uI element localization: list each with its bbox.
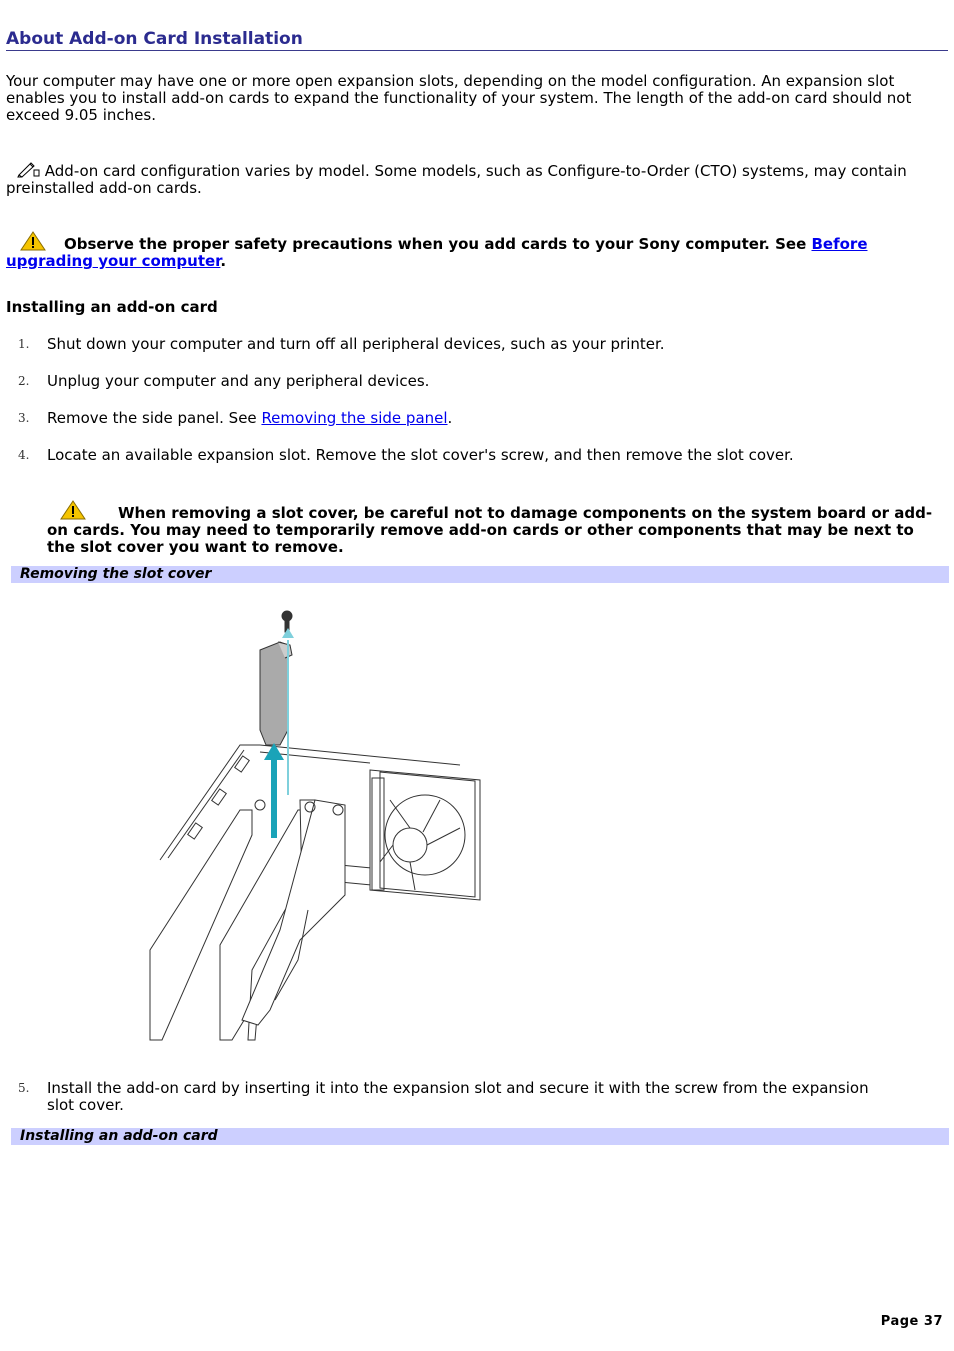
note-pencil-icon bbox=[16, 160, 40, 178]
page-title: About Add-on Card Installation bbox=[6, 28, 948, 51]
caption-installing-add-on-card bbox=[11, 1128, 949, 1145]
slot-cover-illustration bbox=[140, 600, 500, 1045]
page-number: Page 37 bbox=[880, 1314, 943, 1329]
warning-icon bbox=[60, 500, 86, 520]
step-1-text: Shut down your computer and turn off all peripheral devices, such as your printer. bbox=[47, 335, 665, 353]
step-3-number: 3. bbox=[18, 411, 30, 425]
warning-icon bbox=[20, 231, 46, 251]
slot-cover-warning bbox=[47, 500, 947, 556]
slot-cover-warning-text: When removing a slot cover, be careful not to damage components on the system board or add-on cards. You may need to temporarily remove add-on cards or other components that may be next to the slot cover you want to remove. bbox=[47, 504, 933, 556]
step-4-number: 4. bbox=[18, 448, 30, 462]
safety-warning bbox=[6, 231, 946, 270]
step-3-end: . bbox=[447, 409, 453, 427]
before-upgrading-link[interactable]: Before upgrading your computer bbox=[6, 235, 868, 270]
caption-text: Removing the slot cover bbox=[20, 566, 212, 582]
step-2-number: 2. bbox=[18, 374, 30, 388]
step-3-text bbox=[47, 410, 927, 427]
caption-text: Installing an add-on card bbox=[20, 1128, 218, 1144]
warning-end: . bbox=[220, 252, 227, 270]
removing-side-panel-link[interactable]: Removing the side panel bbox=[261, 409, 448, 427]
step-5-text: Install the add-on card by inserting it into the expansion slot and secure it with the screw from the expansion slot cover. bbox=[47, 1079, 869, 1114]
step-2-text: Unplug your computer and any peripheral devices. bbox=[47, 372, 430, 390]
intro-paragraph: Your computer may have one or more open expansion slots, depending on the model configuration. An expansion slot enables you to install add-on cards to expand the functionality of your system. The length of the add-on card should not exceed 9.05 inches. bbox=[6, 72, 912, 124]
warning-text: Observe the proper safety precautions when you add cards to your Sony computer. See bbox=[64, 235, 807, 253]
step-4-text: Locate an available expansion slot. Remove the slot cover's screw, and then remove the slot cover. bbox=[47, 446, 794, 464]
step-3-label: Remove the side panel. See bbox=[47, 409, 257, 427]
caption-removing-slot-cover bbox=[11, 566, 949, 583]
note-text: Add-on card configuration varies by model. Some models, such as Configure-to-Order (CTO) systems, may contain preinstalled add-on cards. bbox=[6, 162, 907, 197]
section-heading: Installing an add-on card bbox=[6, 298, 218, 316]
step-1-number: 1. bbox=[18, 337, 30, 351]
step-5-number: 5. bbox=[18, 1081, 30, 1095]
note-paragraph bbox=[6, 160, 946, 197]
